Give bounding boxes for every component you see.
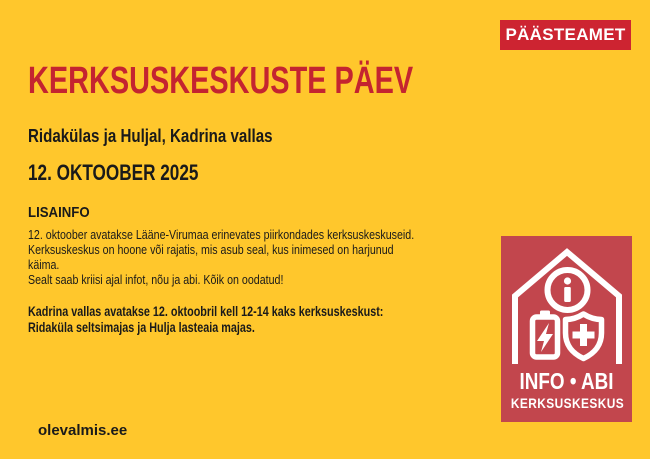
event-date: 12. OKTOOBER 2025 (28, 160, 199, 185)
info-abi-label: INFO • ABI (519, 368, 614, 394)
page-title: KERKSUSKESKUSTE PÄEV (28, 60, 414, 102)
highlight-line: Kadrina vallas avatakse 12. oktoobril kell 12-14 kaks kerksuskeskust: (28, 304, 384, 319)
intro-line: käima. (28, 257, 60, 272)
intro-line: Kerksuskeskus on hoone või rajatis, mis asub seal, kus inimesed on harjunud (28, 242, 394, 257)
highlight-line: Ridaküla seltsimajas ja Hulja lasteaia majas. (28, 319, 255, 335)
intro-line: Sealt saab kriisi ajal infot, nõu ja abi. Kõik on oodatud! (28, 272, 284, 287)
intro-line: 12. oktoober avatakse Lääne-Virumaa erinevates piirkondades kerksuskeskuseid. (28, 227, 415, 242)
lisainfo-heading: LISAINFO (28, 204, 90, 221)
kerksuskeskus-info-box (501, 236, 632, 422)
battery-lightning-icon (533, 311, 558, 358)
agency-badge: PÄÄSTEAMET (500, 20, 631, 50)
event-location: Ridakülas ja Huljal, Kadrina vallas (28, 126, 273, 146)
website-link: olevalmis.ee (38, 422, 128, 439)
kerksuskeskus-label: KERKSUSKESKUS (510, 395, 625, 411)
house-icon (501, 240, 632, 368)
shield-cross-icon (566, 314, 602, 359)
highlight-paragraph (28, 304, 383, 335)
intro-paragraph (28, 227, 414, 287)
info-icon (548, 270, 588, 310)
